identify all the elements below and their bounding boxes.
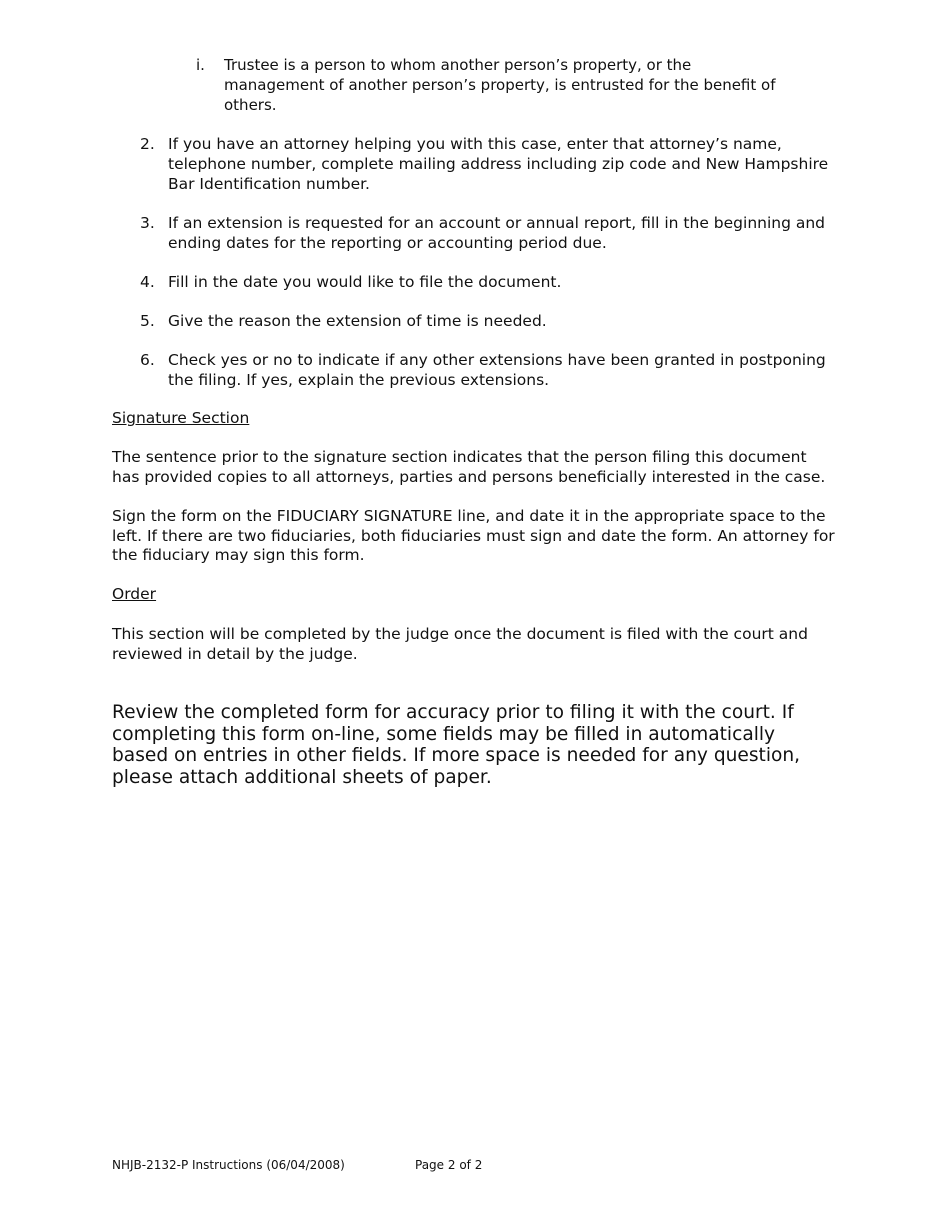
order-section-paragraph: This section will be completed by the judge once the document is filed with the court and reviewed in detail by the judge. — [112, 625, 808, 663]
list-item — [112, 350, 836, 390]
list-item — [112, 311, 836, 331]
list-item-text: If an extension is requested for an account or annual report, fill in the beginning and ending dates for the reporting or accounting period due. — [168, 214, 826, 252]
list-item-trustee-definition — [196, 55, 796, 115]
list-marker: i. — [196, 56, 205, 74]
list-item-text: Give the reason the extension of time is needed. — [168, 312, 547, 330]
list-item-text: Trustee is a person to whom another person’s property, or the management of another person’s property, is entrusted for the benefit of others. — [224, 56, 776, 114]
list-number: 3. — [140, 214, 155, 232]
list-item — [112, 134, 836, 194]
list-number: 4. — [140, 273, 155, 291]
signature-instructions-paragraph: Sign the form on the FIDUCIARY SIGNATURE line, and date it in the appropriate space to the left. If there are two fiduciaries, both fiduciaries must sign and date the form. An attorney for the fiduciary may sign this form. — [112, 507, 835, 565]
list-number: 2. — [140, 135, 155, 153]
list-number: 6. — [140, 351, 155, 369]
list-item-text: Check yes or no to indicate if any other extensions have been granted in postponing the filing. If yes, explain the previous extensions. — [168, 351, 826, 389]
order-section-heading: Order — [112, 585, 157, 603]
list-item-text: If you have an attorney helping you with this case, enter that attorney’s name, telephone number, complete mailing address including zip code and New Hampshire Bar Identification number. — [168, 135, 829, 193]
footer-form-id: NHJB-2132-P Instructions (06/04/2008) — [112, 1158, 345, 1172]
list-item — [112, 213, 836, 253]
instruction-list — [112, 134, 836, 409]
list-item — [112, 272, 836, 292]
footer-page-number: Page 2 of 2 — [415, 1158, 483, 1172]
list-item-text: Fill in the date you would like to file the document. — [168, 273, 562, 291]
list-number: 5. — [140, 312, 155, 330]
signature-section-heading: Signature Section — [112, 409, 250, 427]
signature-section-paragraph: The sentence prior to the signature section indicates that the person filing this document has provided copies to all attorneys, parties and persons beneficially interested in the case. — [112, 448, 826, 486]
review-note: Review the completed form for accuracy prior to filing it with the court. If completing this form on-line, some fields may be filled in automatically based on entries in other fields. If more space is needed for any question, please attach additional sheets of paper. — [112, 702, 801, 788]
